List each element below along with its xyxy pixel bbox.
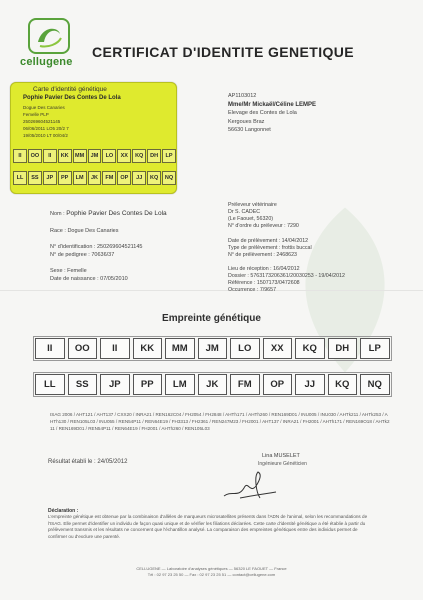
reference-label: Référence : bbox=[228, 280, 256, 286]
card-line: Dogue Des Canaries bbox=[23, 105, 65, 110]
dog-pedigree-row bbox=[50, 252, 114, 258]
card-allele: II bbox=[43, 149, 57, 163]
vet-city: (Le Faouet, 56320) bbox=[228, 216, 274, 222]
allele-cell: KQ bbox=[328, 374, 358, 395]
card-allele: II bbox=[13, 149, 27, 163]
card-allele: OP bbox=[117, 171, 131, 185]
card-dog-name: Pophie Pavier Des Contes De Lola bbox=[23, 95, 121, 101]
card-allele: OO bbox=[28, 149, 42, 163]
allele-cell: LM bbox=[165, 374, 195, 395]
dog-dob-row bbox=[50, 276, 128, 282]
allele-cell: LP bbox=[360, 338, 390, 359]
sample-type-row bbox=[228, 245, 312, 251]
allele-cell: KQ bbox=[295, 338, 325, 359]
allele-cell: JP bbox=[100, 374, 130, 395]
allele-cell: LL bbox=[35, 374, 65, 395]
logo-text: cellugene bbox=[20, 56, 73, 68]
footer-line: Tél : 02 97 23 25 50 — Fax : 02 97 23 25 51 — contact@cellugene.com bbox=[147, 571, 276, 577]
allele-cell: PP bbox=[133, 374, 163, 395]
reference-row bbox=[228, 280, 300, 286]
card-allele: DH bbox=[147, 149, 161, 163]
card-allele: KQ bbox=[132, 149, 146, 163]
document-title: CERTIFICAT D'IDENTITE GENETIQUE bbox=[92, 44, 355, 60]
allele-cell: JJ bbox=[295, 374, 325, 395]
dog-sex-label: Sexe : bbox=[50, 268, 66, 274]
vet-order-row bbox=[228, 223, 299, 229]
fingerprint-title: Empreinte génétique bbox=[162, 313, 261, 324]
reception-row bbox=[228, 266, 300, 272]
owner-address-line: Elevage des Contes de Lola bbox=[228, 110, 297, 116]
card-line: 19/05/2010 LT 00/04/2 bbox=[23, 133, 68, 138]
dossier-row bbox=[228, 273, 345, 279]
reception-date: 16/04/2012 bbox=[273, 266, 300, 272]
dog-id-label: N° d'identification : bbox=[50, 244, 96, 250]
result-row bbox=[48, 459, 127, 465]
card-allele: PP bbox=[58, 171, 72, 185]
disclaimer-text: L'empreinte génétique est obtenue par la combinaison d'allèles de marqueurs microsatellites présents dans l'ADN de l'animal, selon les recommandations de l'ISAG. Elle permet d'identifier un individu de façon quasi unique et de vérifier les filiations déclarées. Cette carte d'identité génétique a été établie à partir du prélèvement transmis et les résultats ne concernent que l'échantillon analysé. La comparaison des empreintes génétiques entre des individus permet de confirmer ou d'exclure une parenté. bbox=[48, 514, 368, 539]
card-line: 250269604521145 bbox=[23, 119, 61, 124]
owner-block bbox=[228, 92, 316, 135]
occurrence-value: 7/9657 bbox=[259, 287, 277, 293]
signatory-role: Ingénieure Généticien bbox=[258, 461, 307, 467]
card-allele: LL bbox=[13, 171, 27, 185]
result-label: Résultat établi le : bbox=[48, 459, 96, 465]
disclaimer bbox=[48, 508, 378, 540]
handwritten-signature-icon bbox=[220, 468, 280, 504]
card-allele: KK bbox=[58, 149, 72, 163]
sample-date-row bbox=[228, 238, 308, 244]
allele-cell: FM bbox=[230, 374, 260, 395]
card-allele: XX bbox=[117, 149, 131, 163]
allele-cell: II bbox=[35, 338, 65, 359]
logo-mark-icon bbox=[28, 18, 70, 54]
card-line: 06/06/2011 LO5 20/2 7 bbox=[23, 126, 69, 131]
fingerprint-row-2 bbox=[35, 374, 390, 395]
signatory-name: Lina MUSELET bbox=[262, 453, 300, 459]
card-allele: SS bbox=[28, 171, 42, 185]
sample-number: 2468623 bbox=[276, 252, 297, 258]
sample-type-label: Type de prélèvement : bbox=[228, 245, 281, 251]
identity-card bbox=[10, 82, 177, 194]
dog-id-row bbox=[50, 244, 142, 250]
card-allele: JM bbox=[88, 149, 102, 163]
sample-number-row bbox=[228, 252, 297, 258]
footer-line: CELLUGENE — Laboratoire d'analyses génétiques — 56320 LE FAOUET — France bbox=[136, 566, 287, 571]
dog-pedigree: 70636/37 bbox=[91, 252, 115, 258]
result-date: 24/05/2012 bbox=[97, 459, 128, 465]
cellugene-logo bbox=[18, 18, 78, 68]
allele-cell: OP bbox=[263, 374, 293, 395]
card-allele: LM bbox=[73, 171, 87, 185]
card-allele: NQ bbox=[162, 171, 176, 185]
card-allele: LP bbox=[162, 149, 176, 163]
vet-order-label: N° d'ordre du préleveur : bbox=[228, 223, 286, 229]
allele-cell: LO bbox=[230, 338, 260, 359]
dog-dob: 07/05/2010 bbox=[100, 276, 128, 282]
fold-line bbox=[0, 290, 423, 291]
card-allele: JK bbox=[88, 171, 102, 185]
allele-cell: KK bbox=[133, 338, 163, 359]
reference-value: 1507173/0472608 bbox=[256, 280, 300, 286]
occurrence-row bbox=[228, 287, 276, 293]
dog-sex: Femelle bbox=[67, 268, 87, 274]
allele-cell: II bbox=[100, 338, 130, 359]
sample-date: 14/04/2012 bbox=[281, 238, 309, 244]
reception-label: Lieu de réception : bbox=[228, 266, 272, 272]
footer bbox=[0, 566, 423, 577]
sample-date-label: Date de prélèvement : bbox=[228, 238, 281, 244]
allele-cell: XX bbox=[263, 338, 293, 359]
allele-cell: OO bbox=[68, 338, 98, 359]
vet-order: 7290 bbox=[287, 223, 299, 229]
dossier-value: 5763173206361/20030253 - 19/04/2012 bbox=[250, 273, 345, 279]
owner-address-line: Kergoues Braz bbox=[228, 118, 265, 125]
dog-name: Pophie Pavier Des Contes De Lola bbox=[66, 210, 167, 217]
card-allele: JJ bbox=[132, 171, 146, 185]
dog-name-label: Nom : bbox=[50, 211, 65, 217]
fingerprint-row-1 bbox=[35, 338, 390, 359]
card-allele: FM bbox=[102, 171, 116, 185]
dog-dob-label: Date de naissance : bbox=[50, 276, 99, 282]
dog-id: 250269604521145 bbox=[96, 244, 143, 250]
dog-sex-row bbox=[50, 268, 87, 274]
marker-codes: ISAG 2006 / AHT121 / AHT137 / CXX20 / INRA21 / REN162C04 / FH2054 / FH2848 / AHTh171 / AHTh260 / REN169D01 / INU005 / INU030 / AHTk211 / AHTk253 / AHTh130 / REN105L03 / INU055 / REN54P11 / REN64E19 / FH3313 / FH2361 / REN247M23 / FH2001 / AHT137 / INRA21 / FH2001 / AHTh171 / REN169O18 / AHTk211 / REN169D01 / REN54P11 / REN64E19 / FH2001 / AHTh260 / REN105L03 bbox=[50, 412, 390, 431]
disclaimer-heading: Déclaration : bbox=[48, 508, 79, 514]
vet-name: Dr S. CADEC bbox=[228, 209, 261, 215]
owner-address-line: 56630 Langonnet bbox=[228, 127, 271, 133]
dog-name-row bbox=[50, 210, 167, 217]
allele-cell: MM bbox=[165, 338, 195, 359]
dog-breed: Dogue Des Canaries bbox=[67, 228, 119, 234]
allele-cell: DH bbox=[328, 338, 358, 359]
card-genotype-row-1 bbox=[13, 149, 176, 163]
vet-title: Préleveur vétérinaire bbox=[228, 202, 277, 208]
card-allele: LO bbox=[102, 149, 116, 163]
dossier-label: Dossier : bbox=[228, 273, 249, 279]
card-genotype-row-2 bbox=[13, 171, 176, 185]
dog-breed-row bbox=[50, 228, 119, 234]
card-heading: Carte d'identité génétique bbox=[33, 86, 107, 93]
allele-cell: NQ bbox=[360, 374, 390, 395]
dog-pedigree-label: N° de pedigree : bbox=[50, 252, 90, 258]
owner-reference: AP1103012 bbox=[228, 93, 257, 99]
card-line: Femelle PLP bbox=[23, 112, 49, 117]
occurrence-label: Occurrence : bbox=[228, 287, 259, 293]
card-allele: JP bbox=[43, 171, 57, 185]
card-allele: KQ bbox=[147, 171, 161, 185]
allele-cell: JM bbox=[198, 338, 228, 359]
card-allele: MM bbox=[73, 149, 87, 163]
sample-number-label: N° de prélèvement : bbox=[228, 252, 275, 258]
sample-type: frottis buccal bbox=[281, 245, 312, 251]
allele-cell: JK bbox=[198, 374, 228, 395]
allele-cell: SS bbox=[68, 374, 98, 395]
owner-name: Mme/Mr Mickaël/Céline LEMPE bbox=[228, 101, 317, 108]
dog-breed-label: Race : bbox=[50, 228, 66, 234]
